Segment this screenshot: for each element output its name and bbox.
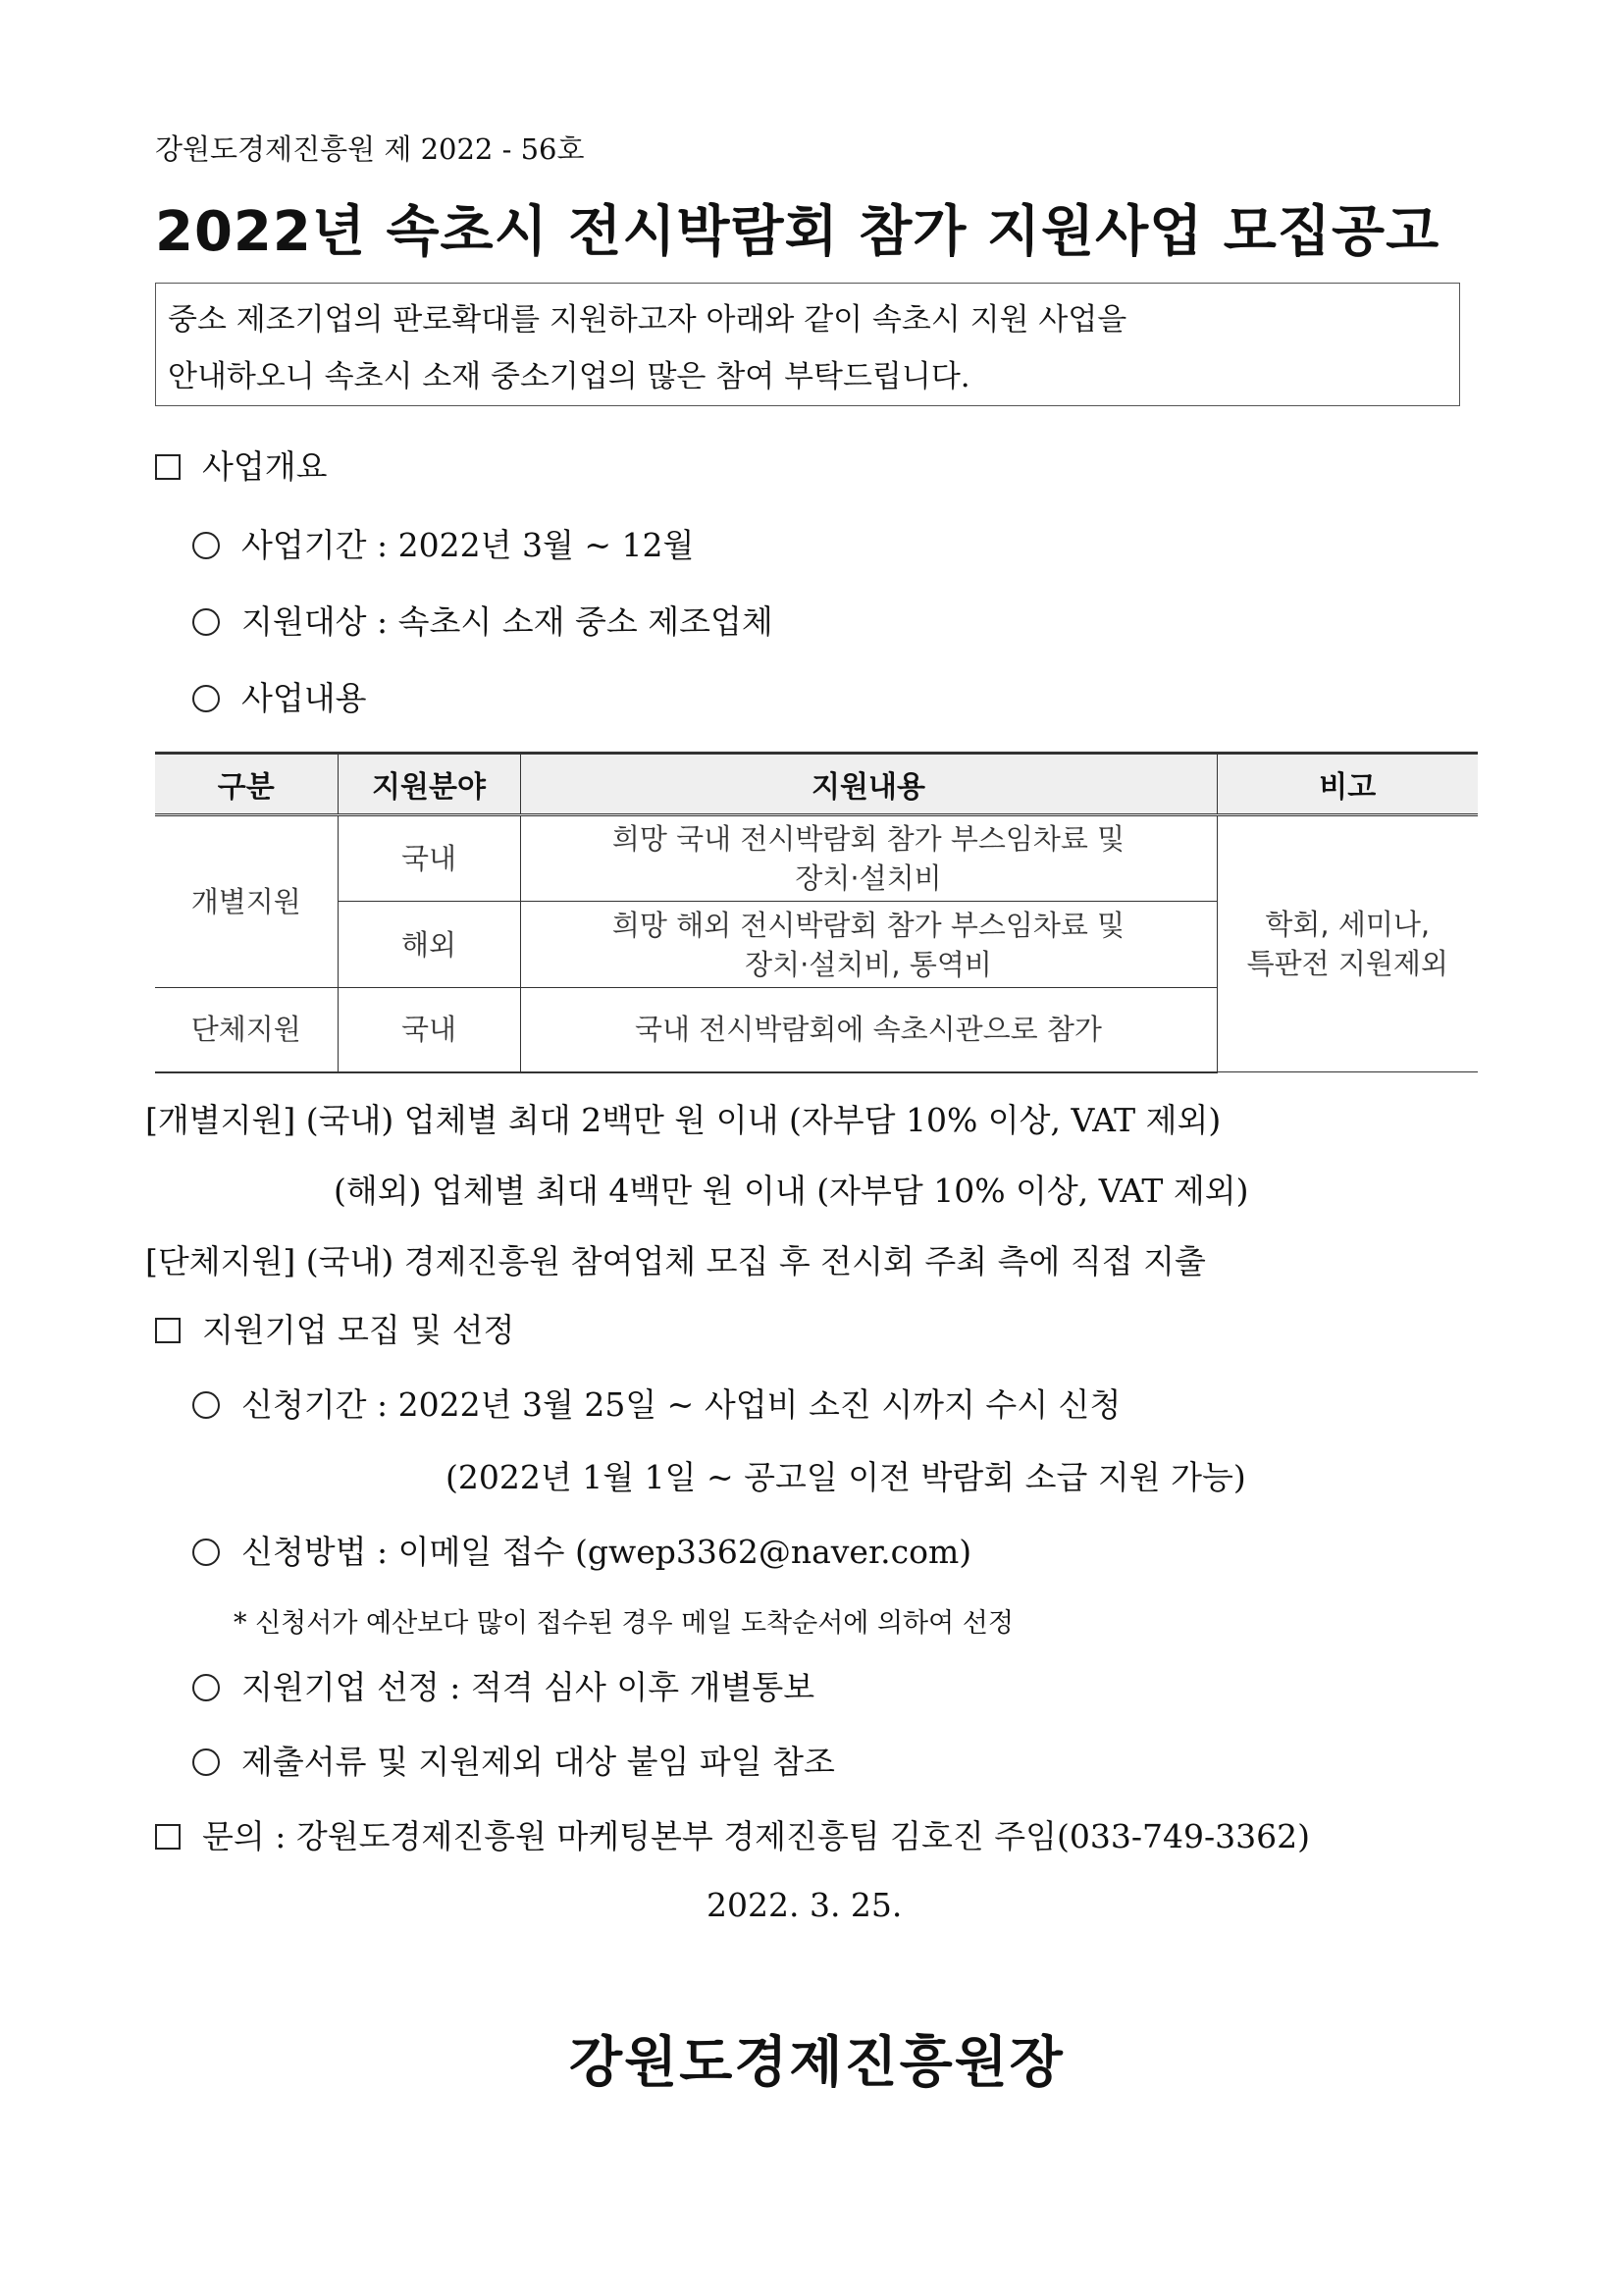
limit-individual-overseas: (해외) 업체별 최대 4백만 원 이내 (자부담 10% 이상, VAT 제외) [334,1172,1249,1210]
section-overview-heading: 사업개요 [202,447,328,486]
contact-text: 문의 : 강원도경제진흥원 마케팅본부 경제진흥팀 김호진 주임(033-749-3362) [202,1817,1311,1855]
section-recruit-heading: 지원기업 모집 및 선정 [202,1311,515,1349]
signature: 강원도경제진흥원장 [569,2031,1065,2095]
section-recruit [155,1305,514,1351]
cell-content [520,902,1217,988]
cell-content-line-2: 장치·설치비 [795,861,942,895]
document-number: 강원도경제진흥원 제 2022 - 56호 [155,132,585,166]
table-header-row [155,754,1478,815]
page-title: 2022년 속초시 전시박람회 참가 지원사업 모집공고 [155,200,1440,264]
circle-bullet-icon [192,1539,220,1566]
cell-content-line-1: 희망 해외 전시박람회 참가 부스임차료 및 [611,908,1126,942]
item-application-period [192,1380,1121,1426]
application-method-note: * 신청서가 예산보다 많이 접수된 경우 메일 도착순서에 의하여 선정 [234,1608,1014,1639]
cell-group-support: 단체지원 [155,988,338,1072]
support-table [155,752,1478,1073]
item-period [192,520,694,566]
table-row [155,815,1478,902]
circle-bullet-icon [192,1748,220,1776]
contact-line [155,1811,1310,1857]
cell-remark [1217,815,1478,1072]
checkbox-square-icon [155,1824,181,1850]
cell-content-line-2: 장치·설치비, 통역비 [745,947,992,981]
issue-date: 2022. 3. 25. [707,1886,903,1924]
limit-group: [단체지원] (국내) 경제진흥원 참여업체 모집 후 전시회 주최 측에 직접 지출 [145,1242,1206,1280]
cell-remark-line-2: 특판전 지원제외 [1246,947,1448,980]
header-content: 지원내용 [520,754,1217,815]
circle-bullet-icon [192,1674,220,1701]
checkbox-square-icon [155,1318,181,1343]
header-category: 구분 [155,754,338,815]
item-application-method [192,1527,971,1573]
application-period-note: (2022년 1월 1일 ~ 공고일 이전 박람회 소급 지원 가능) [445,1458,1246,1496]
cell-field: 해외 [338,902,520,988]
item-content-text: 사업내용 [241,679,367,717]
intro-line-2: 안내하오니 속초시 소재 중소기업의 많은 참여 부탁드립니다. [168,359,970,394]
limit-individual-domestic: [개별지원] (국내) 업체별 최대 2백만 원 이내 (자부담 10% 이상, VAT 제외) [145,1101,1222,1139]
cell-content: 국내 전시박람회에 속초시관으로 참가 [520,988,1217,1072]
checkbox-square-icon [155,454,181,480]
intro-line-1: 중소 제조기업의 판로확대를 지원하고자 아래와 같이 속초시 지원 사업을 [168,302,1127,338]
item-application-period-text: 신청기간 : 2022년 3월 25일 ~ 사업비 소진 시까지 수시 신청 [241,1385,1122,1424]
circle-bullet-icon [192,608,220,636]
item-period-text: 사업기간 : 2022년 3월 ~ 12월 [241,526,695,564]
header-remark: 비고 [1217,754,1478,815]
circle-bullet-icon [192,1391,220,1419]
circle-bullet-icon [192,532,220,559]
section-overview [155,442,328,488]
item-target-text: 지원대상 : 속초시 소재 중소 제조업체 [241,602,773,641]
item-documents-text: 제출서류 및 지원제외 대상 붙임 파일 참조 [241,1743,835,1781]
item-selection [192,1662,814,1708]
cell-field: 국내 [338,988,520,1072]
item-target [192,597,773,643]
item-application-method-text: 신청방법 : 이메일 접수 (gwep3362@naver.com) [241,1533,972,1571]
header-field: 지원분야 [338,754,520,815]
cell-field: 국내 [338,815,520,902]
cell-remark-line-1: 학회, 세미나, [1265,908,1431,941]
item-documents [192,1737,835,1783]
cell-content-line-1: 희망 국내 전시박람회 참가 부스임차료 및 [611,822,1126,856]
intro-box [155,283,1460,406]
cell-content [520,815,1217,902]
item-content [192,673,367,719]
item-selection-text: 지원기업 선정 : 적격 심사 이후 개별통보 [241,1668,815,1706]
circle-bullet-icon [192,685,220,712]
cell-individual-support: 개별지원 [155,815,338,988]
